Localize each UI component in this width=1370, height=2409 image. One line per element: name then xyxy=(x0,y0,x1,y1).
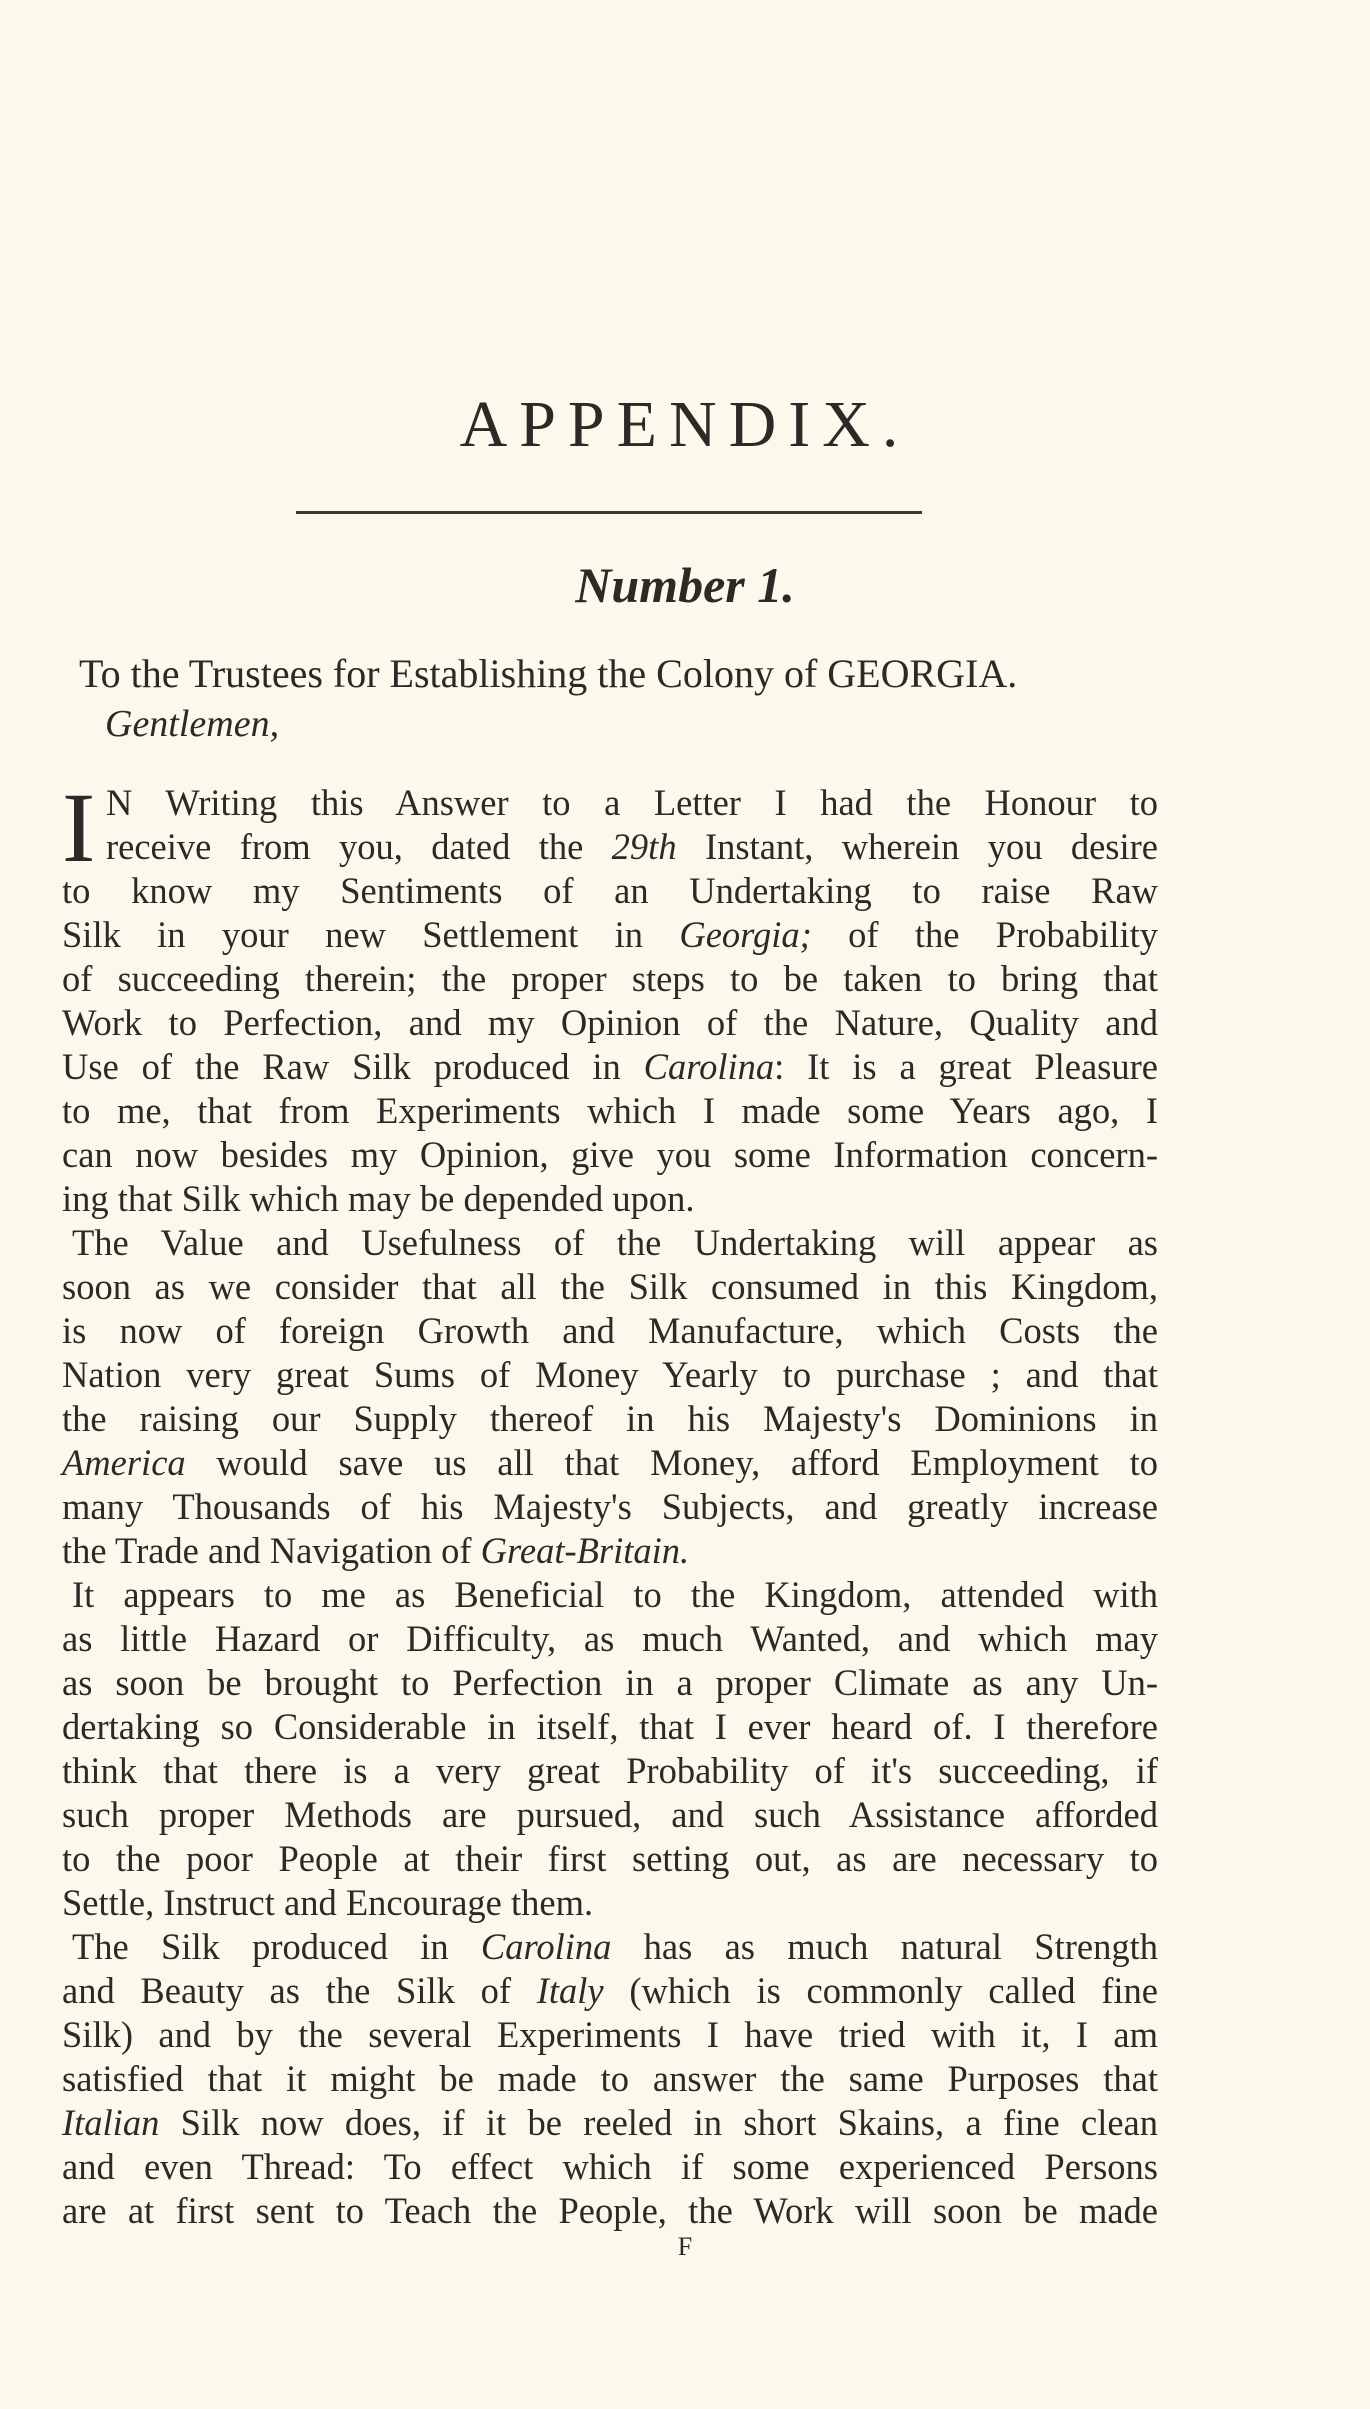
text-line xyxy=(62,1309,1158,1353)
text-line xyxy=(62,2013,1158,2057)
text-line xyxy=(62,1925,1158,1969)
text-segment: It appears to me as Beneficial to the Kingdom, attended with xyxy=(72,1574,1158,1615)
appendix-heading: APPENDIX. xyxy=(459,388,911,461)
text-segment: the raising our Supply thereof in his Majesty's Dominions in xyxy=(62,1398,1158,1439)
text-segment: satisfied that it might be made to answer the same Purposes that xyxy=(62,2058,1158,2099)
text-segment: the Trade and Navigation of xyxy=(62,1530,481,1571)
text-segment: soon as we consider that all the Silk consumed in this Kingdom, xyxy=(62,1266,1158,1307)
text-segment: is now of foreign Growth and Manufacture, which Costs the xyxy=(62,1310,1158,1351)
italic-text: Great-Britain. xyxy=(480,1530,690,1571)
text-line xyxy=(62,1221,1158,1265)
text-segment: has as much natural Strength xyxy=(611,1926,1158,1967)
text-line xyxy=(62,1089,1158,1133)
text-segment: think that there is a very great Probability of it's succeeding, if xyxy=(62,1750,1158,1791)
text-line xyxy=(62,1133,1158,1177)
text-segment: to the poor People at their first setting out, as are necessary to xyxy=(62,1838,1158,1879)
text-segment: Settle, Instruct and Encourage them. xyxy=(62,1882,594,1923)
text-line xyxy=(62,1749,1158,1793)
text-line xyxy=(62,1485,1158,1529)
text-line xyxy=(62,1001,1158,1045)
text-segment: many Thousands of his Majesty's Subjects, and greatly increase xyxy=(62,1486,1158,1527)
text-segment: and even Thread: To effect which if some experienced Persons xyxy=(62,2146,1158,2187)
italic-text: 29th xyxy=(611,826,677,867)
text-segment: Silk) and by the several Experiments I have tried with it, I am xyxy=(62,2014,1158,2055)
text-segment: N Writing this Answer to a Letter I had the Honour to xyxy=(106,782,1158,823)
signature-mark: F xyxy=(677,2232,693,2261)
text-segment: The Value and Usefulness of the Undertaking will appear as xyxy=(72,1222,1158,1263)
text-line xyxy=(62,1969,1158,2013)
text-line xyxy=(62,781,1158,825)
text-line xyxy=(62,913,1158,957)
text-segment: of the Probability xyxy=(811,914,1159,955)
text-segment: can now besides my Opinion, give you some Information concern- xyxy=(62,1134,1158,1175)
italic-text: Italy xyxy=(536,1970,604,2011)
text-line xyxy=(62,1573,1158,1617)
text-segment: as little Hazard or Difficulty, as much Wanted, and which may xyxy=(62,1618,1158,1659)
letter-body xyxy=(62,772,1159,2233)
text-segment: would save us all that Money, afford Employment to xyxy=(185,1442,1158,1483)
text-line xyxy=(62,825,1158,869)
text-segment: (which is commonly called fine xyxy=(603,1970,1158,2011)
text-line xyxy=(62,869,1158,913)
text-line xyxy=(62,2057,1158,2101)
text-line xyxy=(62,1793,1158,1837)
text-segment: Instant, wherein you desire xyxy=(676,826,1158,867)
text-segment: and Beauty as the Silk of xyxy=(62,1970,537,2011)
text-line xyxy=(62,1705,1158,1749)
text-segment: as soon be brought to Perfection in a proper Climate as any Un- xyxy=(62,1662,1158,1703)
text-line xyxy=(62,2101,1158,2145)
text-segment: Nation very great Sums of Money Yearly to purchase ; and that xyxy=(62,1354,1158,1395)
italic-text: Georgia; xyxy=(679,914,812,955)
text-line xyxy=(62,1177,1158,1221)
text-segment: Use of the Raw Silk produced in xyxy=(62,1046,644,1087)
text-line xyxy=(62,957,1158,1001)
text-line xyxy=(62,1441,1158,1485)
text-segment: dertaking so Considerable in itself, that I ever heard of. I therefore xyxy=(62,1706,1158,1747)
drop-cap: I xyxy=(62,772,96,883)
text-line xyxy=(62,1881,1158,1925)
text-line xyxy=(62,1353,1158,1397)
text-line xyxy=(62,1661,1158,1705)
text-line xyxy=(62,1265,1158,1309)
italic-text: Italian xyxy=(62,2102,160,2143)
text-line xyxy=(62,1837,1158,1881)
text-segment: to know my Sentiments of an Undertaking to raise Raw xyxy=(62,870,1158,911)
text-segment: are at first sent to Teach the People, the Work will soon be made xyxy=(62,2190,1158,2231)
text-segment: Work to Perfection, and my Opinion of the Nature, Quality and xyxy=(62,1002,1158,1043)
letter-address: To the Trustees for Establishing the Colony of GEORGIA. xyxy=(79,651,1018,696)
text-segment: of succeeding therein; the proper steps to be taken to bring that xyxy=(62,958,1158,999)
text-line xyxy=(62,2145,1158,2189)
text-line xyxy=(62,2189,1158,2233)
text-segment: such proper Methods are pursued, and such Assistance afforded xyxy=(62,1794,1158,1835)
text-segment: to me, that from Experiments which I made some Years ago, I xyxy=(62,1090,1158,1131)
text-segment: : It is a great Pleasure xyxy=(774,1046,1158,1087)
letter-salutation: Gentlemen, xyxy=(105,703,280,745)
italic-text: Carolina xyxy=(643,1046,775,1087)
text-segment: ing that Silk which may be depended upon. xyxy=(62,1178,695,1219)
italic-text: Carolina xyxy=(480,1926,612,1967)
text-line xyxy=(62,1397,1158,1441)
text-line xyxy=(62,1529,1158,1573)
heading-rule-divider xyxy=(296,511,922,514)
text-segment: Silk in your new Settlement in xyxy=(62,914,680,955)
text-line xyxy=(62,1045,1158,1089)
text-segment: Silk now does, if it be reeled in short Skains, a fine clean xyxy=(159,2102,1158,2143)
text-line xyxy=(62,1617,1158,1661)
text-segment: The Silk produced in xyxy=(72,1926,481,1967)
section-number: Number 1. xyxy=(575,557,795,613)
text-segment: receive from you, dated the xyxy=(106,826,612,867)
italic-text: America xyxy=(62,1442,186,1483)
